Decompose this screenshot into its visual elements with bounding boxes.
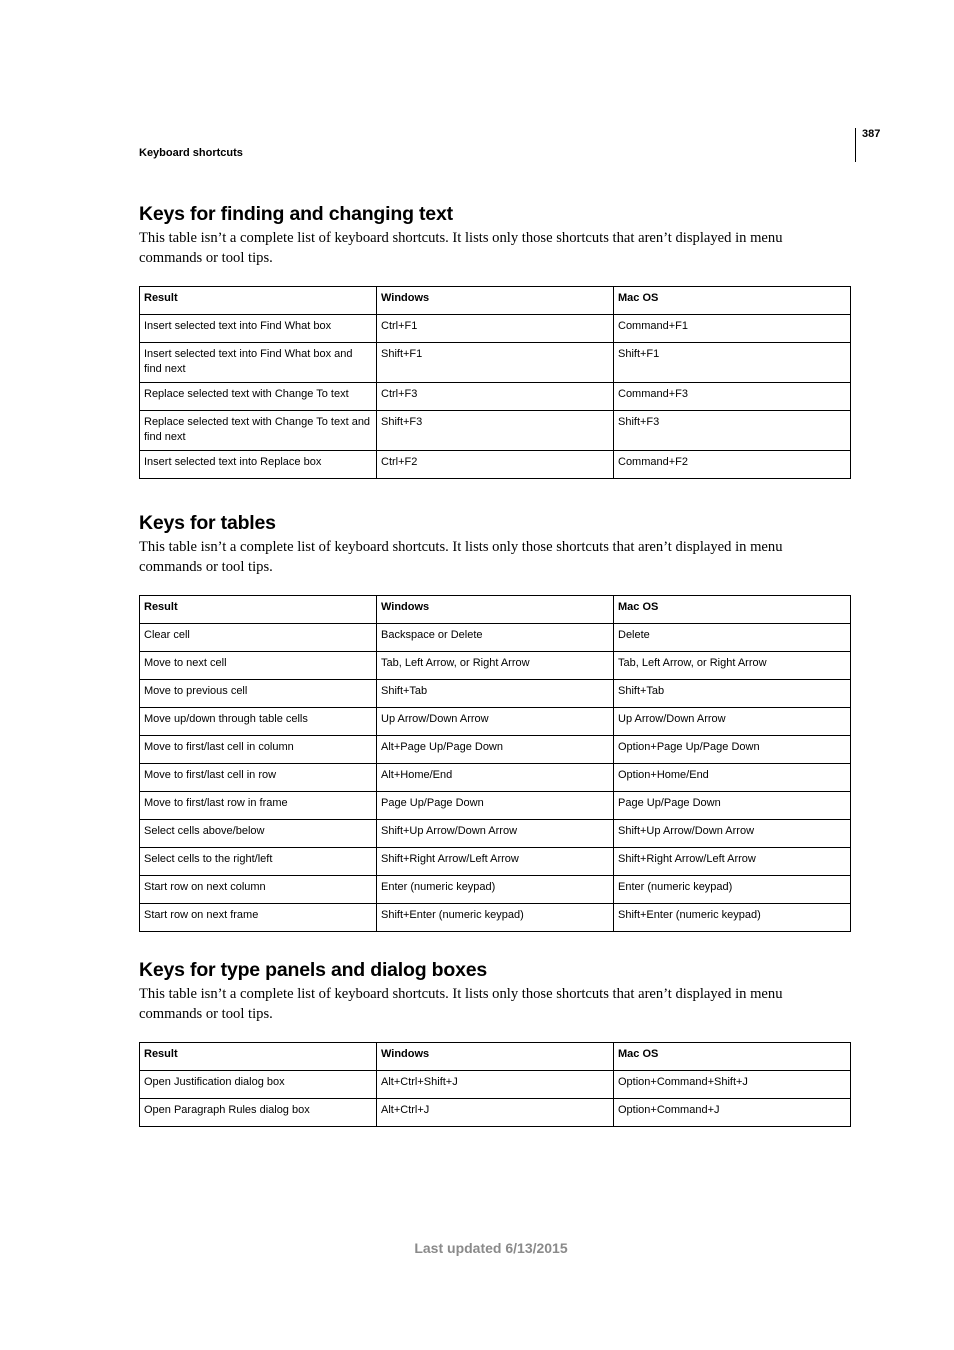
cell-windows: Enter (numeric keypad) [377,876,614,904]
section-title: Keys for finding and changing text [139,203,453,225]
cell-result: Select cells above/below [140,820,377,848]
cell-macos: Page Up/Page Down [614,792,851,820]
cell-result: Clear cell [140,624,377,652]
cell-windows: Shift+Enter (numeric keypad) [377,904,614,932]
section-intro: This table isn’t a complete list of keyboard shortcuts. It lists only those shortcuts that aren’t displayed in menu commands or tool tips. [139,539,783,575]
cell-windows: Backspace or Delete [377,624,614,652]
table-row [140,315,851,343]
cell-macos: Option+Home/End [614,764,851,792]
cell-result: Insert selected text into Find What box and find next [140,343,377,383]
cell-macos: Delete [614,624,851,652]
cell-windows: Shift+F1 [377,343,614,383]
cell-macos: Up Arrow/Down Arrow [614,708,851,736]
table-row [140,383,851,411]
table-row [140,624,851,652]
cell-windows: Shift+Up Arrow/Down Arrow [377,820,614,848]
column-header-result: Result [140,1043,377,1071]
cell-result: Start row on next frame [140,904,377,932]
cell-macos: Shift+F1 [614,343,851,383]
cell-result: Select cells to the right/left [140,848,377,876]
cell-windows: Up Arrow/Down Arrow [377,708,614,736]
cell-windows: Alt+Ctrl+J [377,1099,614,1127]
table-row [140,1099,851,1127]
cell-windows: Alt+Page Up/Page Down [377,736,614,764]
cell-windows: Shift+F3 [377,411,614,451]
cell-windows: Alt+Ctrl+Shift+J [377,1071,614,1099]
table-header-row [140,596,851,624]
table-header-row [140,1043,851,1071]
cell-windows: Ctrl+F3 [377,383,614,411]
shortcut-table [139,595,851,932]
column-header-macos: Mac OS [614,287,851,315]
cell-result: Open Justification dialog box [140,1071,377,1099]
cell-macos: Enter (numeric keypad) [614,876,851,904]
column-header-result: Result [140,287,377,315]
table-row [140,736,851,764]
cell-windows: Tab, Left Arrow, or Right Arrow [377,652,614,680]
section-intro: This table isn’t a complete list of keyboard shortcuts. It lists only those shortcuts that aren’t displayed in menu commands or tool tips. [139,986,783,1022]
cell-result: Open Paragraph Rules dialog box [140,1099,377,1127]
page-number-rule [855,128,856,162]
cell-result: Insert selected text into Replace box [140,451,377,479]
column-header-windows: Windows [377,287,614,315]
cell-result: Move to first/last cell in column [140,736,377,764]
cell-macos: Shift+Tab [614,680,851,708]
column-header-macos: Mac OS [614,1043,851,1071]
cell-macos: Shift+F3 [614,411,851,451]
table-row [140,764,851,792]
table-row [140,652,851,680]
cell-windows: Alt+Home/End [377,764,614,792]
section-title: Keys for tables [139,512,276,534]
table-row [140,451,851,479]
cell-result: Insert selected text into Find What box [140,315,377,343]
cell-macos: Shift+Right Arrow/Left Arrow [614,848,851,876]
cell-result: Start row on next column [140,876,377,904]
cell-result: Move to previous cell [140,680,377,708]
table-row [140,792,851,820]
column-header-macos: Mac OS [614,596,851,624]
cell-macos: Shift+Up Arrow/Down Arrow [614,820,851,848]
cell-macos: Option+Command+J [614,1099,851,1127]
table-row [140,708,851,736]
cell-macos: Tab, Left Arrow, or Right Arrow [614,652,851,680]
last-updated-footer: Last updated 6/13/2015 [414,1240,568,1256]
cell-windows: Shift+Right Arrow/Left Arrow [377,848,614,876]
section-title: Keys for type panels and dialog boxes [139,959,488,981]
cell-windows: Page Up/Page Down [377,792,614,820]
table-header-row [140,287,851,315]
column-header-result: Result [140,596,377,624]
table-row [140,343,851,383]
cell-macos: Command+F2 [614,451,851,479]
cell-macos: Command+F1 [614,315,851,343]
section-finding-changing-text [139,202,850,479]
table-row [140,411,851,451]
cell-result: Move to first/last cell in row [140,764,377,792]
shortcut-table [139,286,851,479]
cell-result: Move to first/last row in frame [140,792,377,820]
cell-result: Replace selected text with Change To text and find next [140,411,377,451]
cell-windows: Ctrl+F2 [377,451,614,479]
table-row [140,1071,851,1099]
cell-result: Move up/down through table cells [140,708,377,736]
section-type-panels-dialog-boxes [139,958,850,1127]
cell-macos: Option+Command+Shift+J [614,1071,851,1099]
column-header-windows: Windows [377,596,614,624]
cell-windows: Shift+Tab [377,680,614,708]
cell-macos: Option+Page Up/Page Down [614,736,851,764]
running-head: Keyboard shortcuts [139,147,243,159]
section-tables [139,511,850,932]
column-header-windows: Windows [377,1043,614,1071]
cell-windows: Ctrl+F1 [377,315,614,343]
shortcut-table [139,1042,851,1127]
table-row [140,680,851,708]
table-row [140,904,851,932]
cell-result: Move to next cell [140,652,377,680]
cell-macos: Shift+Enter (numeric keypad) [614,904,851,932]
table-row [140,848,851,876]
cell-macos: Command+F3 [614,383,851,411]
table-row [140,820,851,848]
page-number: 387 [862,128,881,140]
table-row [140,876,851,904]
section-intro: This table isn’t a complete list of keyboard shortcuts. It lists only those shortcuts that aren’t displayed in menu commands or tool tips. [139,230,783,266]
cell-result: Replace selected text with Change To text [140,383,377,411]
